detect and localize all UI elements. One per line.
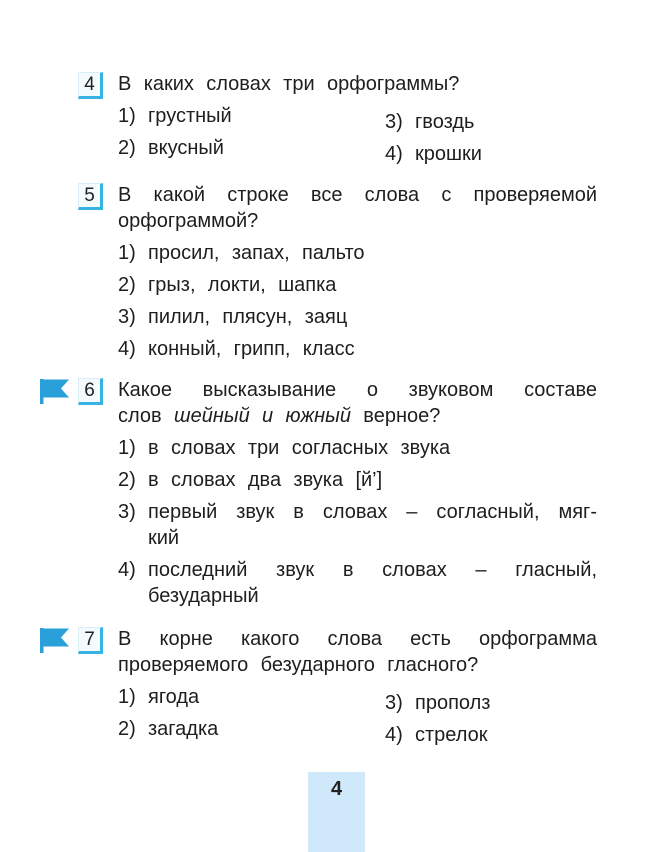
question-line: В какой строке все слова с проверяемой bbox=[118, 184, 597, 206]
option-label: в словах три согласных звука bbox=[148, 437, 451, 459]
option-line: кий bbox=[148, 527, 180, 549]
option-number: 4) bbox=[118, 559, 136, 581]
options-list bbox=[118, 684, 597, 746]
question-text bbox=[118, 182, 597, 234]
question-line: В каких словах три орфограммы? bbox=[118, 73, 460, 95]
option-label: грустный bbox=[148, 105, 232, 127]
option-label: загадка bbox=[148, 718, 219, 740]
question-number-badge: 7 bbox=[78, 627, 103, 654]
option bbox=[118, 557, 597, 609]
option-label: грыз, локти, шапка bbox=[148, 274, 337, 296]
option-number: 4) bbox=[385, 143, 403, 165]
option-label: просил, запах, пальто bbox=[148, 242, 365, 264]
question-6 bbox=[84, 377, 597, 609]
option-number: 1) bbox=[118, 105, 136, 127]
option-label: ягода bbox=[148, 686, 200, 708]
question-4 bbox=[84, 71, 597, 165]
option bbox=[118, 336, 597, 362]
option-line: первый звук в словах – согласный, мяг- bbox=[148, 501, 597, 523]
question-5 bbox=[84, 182, 597, 362]
option-number: 2) bbox=[118, 137, 136, 159]
option bbox=[118, 499, 597, 551]
options-row bbox=[118, 684, 597, 714]
options-row bbox=[118, 716, 597, 746]
options-list bbox=[118, 240, 597, 362]
question-line: В корне какого слова есть орфограмма bbox=[118, 628, 597, 650]
options-list bbox=[118, 435, 597, 609]
option bbox=[385, 109, 597, 135]
option-label: крошки bbox=[415, 143, 482, 165]
page-number: 4 bbox=[330, 778, 343, 800]
options-row bbox=[118, 103, 597, 133]
option-number: 2) bbox=[118, 718, 136, 740]
question-text bbox=[118, 377, 597, 429]
option bbox=[118, 467, 597, 493]
flag-icon bbox=[40, 628, 70, 654]
question-line-part: слов bbox=[118, 405, 174, 427]
question-text bbox=[118, 626, 597, 678]
option-number: 4) bbox=[385, 724, 403, 746]
option-number: 2) bbox=[118, 469, 136, 491]
question-number-badge: 4 bbox=[78, 72, 103, 99]
option-number: 3) bbox=[118, 501, 136, 523]
flag-icon bbox=[40, 379, 70, 405]
option-line: безударный bbox=[148, 585, 259, 607]
options-row bbox=[118, 135, 597, 165]
option bbox=[385, 141, 597, 167]
option-number: 1) bbox=[118, 686, 136, 708]
question-text bbox=[118, 71, 597, 97]
option-line: последний звук в словах – гласный, bbox=[148, 559, 597, 581]
option-label: вкусный bbox=[148, 137, 224, 159]
option-number: 2) bbox=[118, 274, 136, 296]
question-number-badge: 6 bbox=[78, 378, 103, 405]
option bbox=[118, 272, 597, 298]
question-line: орфограммой? bbox=[118, 210, 259, 232]
option bbox=[118, 240, 597, 266]
question-line: проверяемого безударного гласного? bbox=[118, 654, 479, 676]
option-number: 3) bbox=[385, 692, 403, 714]
option-label: стрелок bbox=[415, 724, 488, 746]
question-line-part: верное? bbox=[350, 405, 441, 427]
option-label: гвоздь bbox=[415, 111, 475, 133]
question-number-badge: 5 bbox=[78, 183, 103, 210]
option-label: конный, грипп, класс bbox=[148, 338, 355, 360]
question-line bbox=[118, 403, 597, 429]
option-number: 3) bbox=[385, 111, 403, 133]
option-number: 3) bbox=[118, 306, 136, 328]
option-number: 1) bbox=[118, 437, 136, 459]
question-7 bbox=[84, 626, 597, 746]
option-number: 1) bbox=[118, 242, 136, 264]
option bbox=[118, 304, 597, 330]
option-label: прополз bbox=[415, 692, 491, 714]
option-number: 4) bbox=[118, 338, 136, 360]
question-line-italic: шейный и южный bbox=[174, 405, 351, 427]
option-label: пилил, плясун, заяц bbox=[148, 306, 348, 328]
option bbox=[118, 435, 597, 461]
option bbox=[385, 690, 597, 716]
page-number-box bbox=[308, 772, 365, 852]
option-label: в словах два звука [й’] bbox=[148, 469, 383, 491]
question-line: Какое высказывание о звуковом составе bbox=[118, 379, 597, 401]
option bbox=[385, 722, 597, 748]
options-list bbox=[118, 103, 597, 165]
